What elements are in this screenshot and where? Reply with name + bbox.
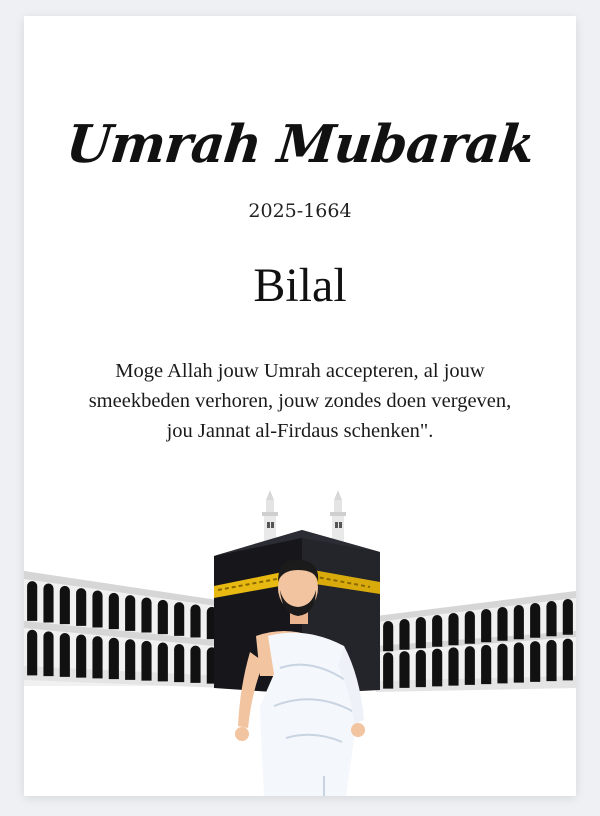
arch [399,619,409,650]
arch [92,636,102,678]
arch [530,641,540,682]
arch [125,595,135,631]
card-date: 2025-1664 [248,200,352,222]
arch [76,588,86,626]
arch [432,615,442,647]
arch [174,602,184,636]
arch [158,600,168,634]
arch [563,599,573,635]
arch [60,586,70,624]
arch [43,584,53,623]
arch [481,609,491,642]
arch [514,642,524,682]
arch [383,621,393,651]
arch [465,611,475,644]
greeting-card [24,16,576,796]
arch [109,638,119,679]
recipient-name: Bilal [253,259,347,312]
arch [448,647,458,685]
arch [416,650,426,687]
arch [481,645,491,684]
arch [530,603,540,638]
arch [60,633,70,677]
arch [190,605,200,638]
arch [448,613,458,645]
arch [465,646,475,685]
arch [27,630,37,676]
arch [546,640,556,681]
arch [141,598,151,633]
arch [109,593,119,629]
arch [497,644,507,684]
arch [497,607,507,641]
kaaba-illustration [24,476,576,796]
arch [43,631,53,676]
arch [125,639,135,680]
arch [174,644,184,682]
arch [432,649,442,687]
card-title: Umrah Mubarak [63,114,537,175]
arch [76,635,86,678]
arch [27,581,37,621]
arch [399,651,409,688]
arch [546,601,556,636]
arch [141,641,151,681]
arch [416,617,426,648]
arch [383,652,393,688]
arch [92,591,102,628]
arch [514,605,524,639]
arch [158,642,168,681]
blessing-message: Moge Allah jouw Umrah accepteren, al jouw smeekbeden verhoren, jouw zondes doen vergeven, jou Jannat al-Firdaus schenken". [88,360,512,442]
arch [190,646,200,683]
arch [563,639,573,681]
